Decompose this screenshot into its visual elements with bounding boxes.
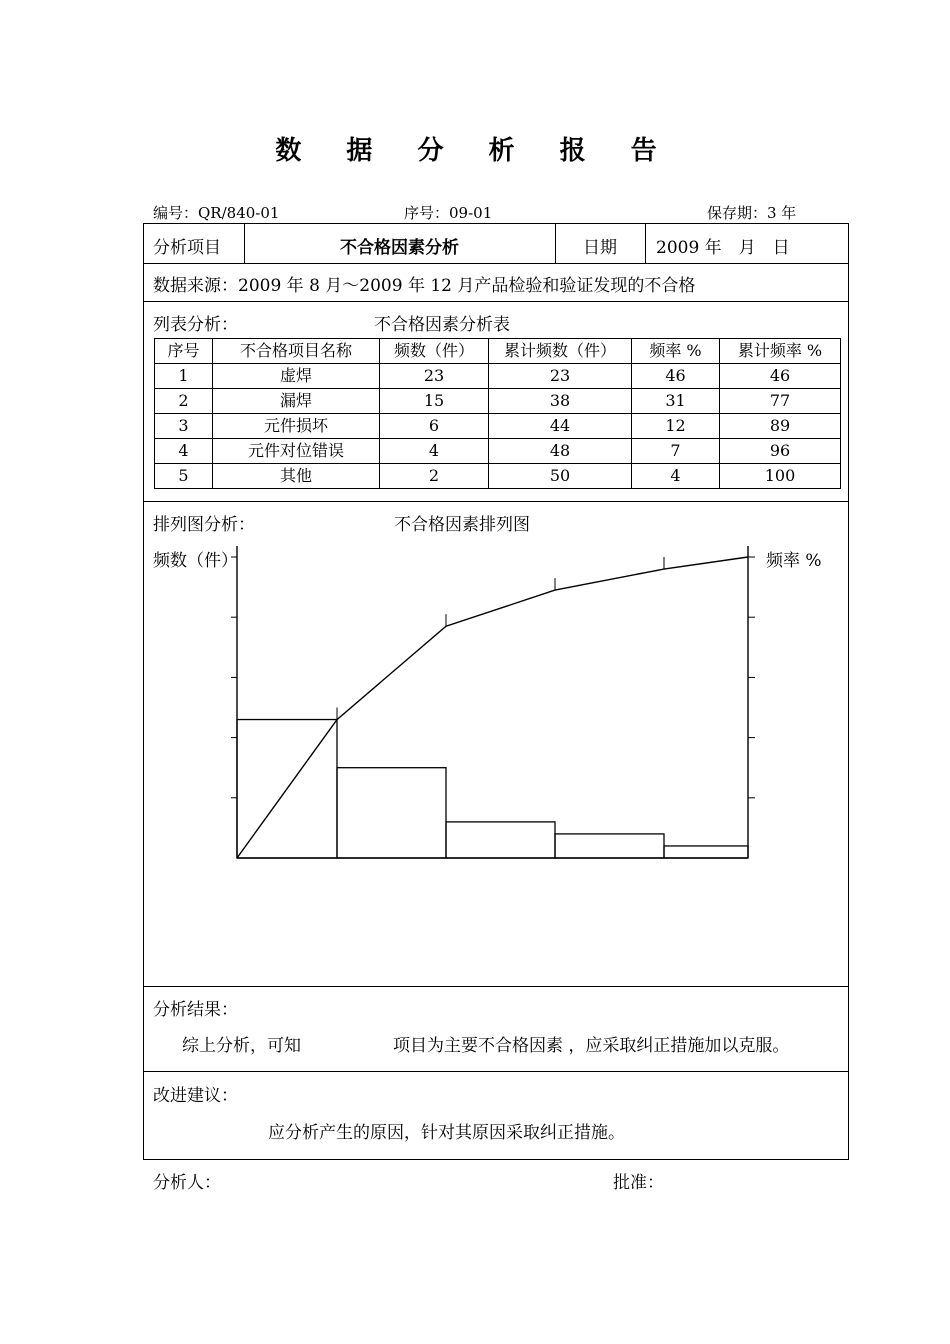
analyst-label: 分析人： bbox=[153, 1173, 221, 1193]
divider bbox=[144, 986, 848, 987]
chart-marks bbox=[231, 546, 755, 858]
bar-4 bbox=[555, 834, 664, 858]
cumulative-line bbox=[237, 557, 748, 858]
table-cell: 1 bbox=[155, 364, 213, 389]
table-title: 不合格因素分析表 bbox=[374, 315, 510, 335]
analysis-item-value: 不合格因素分析 bbox=[340, 238, 459, 258]
divider bbox=[144, 1071, 848, 1072]
table-cell: 38 bbox=[489, 389, 632, 414]
result-text-prefix: 综上分析，可知 bbox=[182, 1036, 301, 1056]
table-cell: 2 bbox=[155, 389, 213, 414]
retention-period: 保存期：3 年 bbox=[707, 204, 797, 222]
pareto-chart bbox=[144, 224, 848, 984]
table-cell: 50 bbox=[489, 464, 632, 489]
table-cell: 12 bbox=[632, 414, 720, 439]
table-cell: 100 bbox=[720, 464, 841, 489]
bar-2 bbox=[337, 768, 446, 858]
date-label: 日期 bbox=[583, 238, 617, 258]
page-title: 数 据 分 析 报 告 bbox=[275, 136, 675, 166]
table-cell: 96 bbox=[720, 439, 841, 464]
column-header: 序号 bbox=[155, 339, 213, 364]
table-cell: 2 bbox=[380, 464, 489, 489]
table-cell: 4 bbox=[380, 439, 489, 464]
data-source: 数据来源：2009 年 8 月～2009 年 12 月产品检验和验证发现的不合格 bbox=[153, 276, 696, 296]
table-cell: 4 bbox=[632, 464, 720, 489]
table-cell: 23 bbox=[489, 364, 632, 389]
result-text-suffix: 项目为主要不合格因素 ，应采取纠正措施加以克服。 bbox=[393, 1036, 790, 1056]
result-label: 分析结果： bbox=[153, 1000, 238, 1020]
table-cell: 漏焊 bbox=[213, 389, 380, 414]
approver-label: 批准： bbox=[613, 1173, 664, 1193]
analysis-item-label: 分析项目 bbox=[153, 238, 221, 258]
table-cell: 44 bbox=[489, 414, 632, 439]
table-cell: 77 bbox=[720, 389, 841, 414]
bar-3 bbox=[446, 822, 555, 858]
column-header: 频数（件） bbox=[380, 339, 489, 364]
bar-5 bbox=[664, 846, 748, 858]
chart-title: 不合格因素排列图 bbox=[394, 515, 530, 535]
column-header: 不合格项目名称 bbox=[213, 339, 380, 364]
report-frame bbox=[143, 223, 849, 1160]
table-cell: 23 bbox=[380, 364, 489, 389]
date-value: 2009 年 月 日 bbox=[656, 238, 790, 258]
table-cell: 6 bbox=[380, 414, 489, 439]
column-header: 累计频率 % bbox=[720, 339, 841, 364]
table-cell: 其他 bbox=[213, 464, 380, 489]
suggestion-text: 应分析产生的原因，针对其原因采取纠正措施。 bbox=[268, 1123, 625, 1143]
table-cell: 31 bbox=[632, 389, 720, 414]
table-cell: 元件损坏 bbox=[213, 414, 380, 439]
column-header: 累计频数（件） bbox=[489, 339, 632, 364]
table-cell: 15 bbox=[380, 389, 489, 414]
table-cell: 46 bbox=[632, 364, 720, 389]
table-cell: 4 bbox=[155, 439, 213, 464]
column-header: 频率 % bbox=[632, 339, 720, 364]
table-cell: 元件对位错误 bbox=[213, 439, 380, 464]
left-axis-label: 频数（件） bbox=[153, 551, 238, 571]
table-cell: 3 bbox=[155, 414, 213, 439]
table-cell: 89 bbox=[720, 414, 841, 439]
right-axis-label: 频率 % bbox=[766, 551, 822, 571]
document-code: 编号：QR/840-01 bbox=[153, 204, 280, 222]
table-cell: 48 bbox=[489, 439, 632, 464]
list-analysis-label: 列表分析： bbox=[153, 315, 238, 335]
table-cell: 虚焊 bbox=[213, 364, 380, 389]
pareto-analysis-label: 排列图分析： bbox=[153, 515, 255, 535]
table-cell: 5 bbox=[155, 464, 213, 489]
table-cell: 7 bbox=[632, 439, 720, 464]
table-cell: 46 bbox=[720, 364, 841, 389]
suggestion-label: 改进建议： bbox=[153, 1086, 238, 1106]
serial-number: 序号：09-01 bbox=[404, 204, 493, 222]
